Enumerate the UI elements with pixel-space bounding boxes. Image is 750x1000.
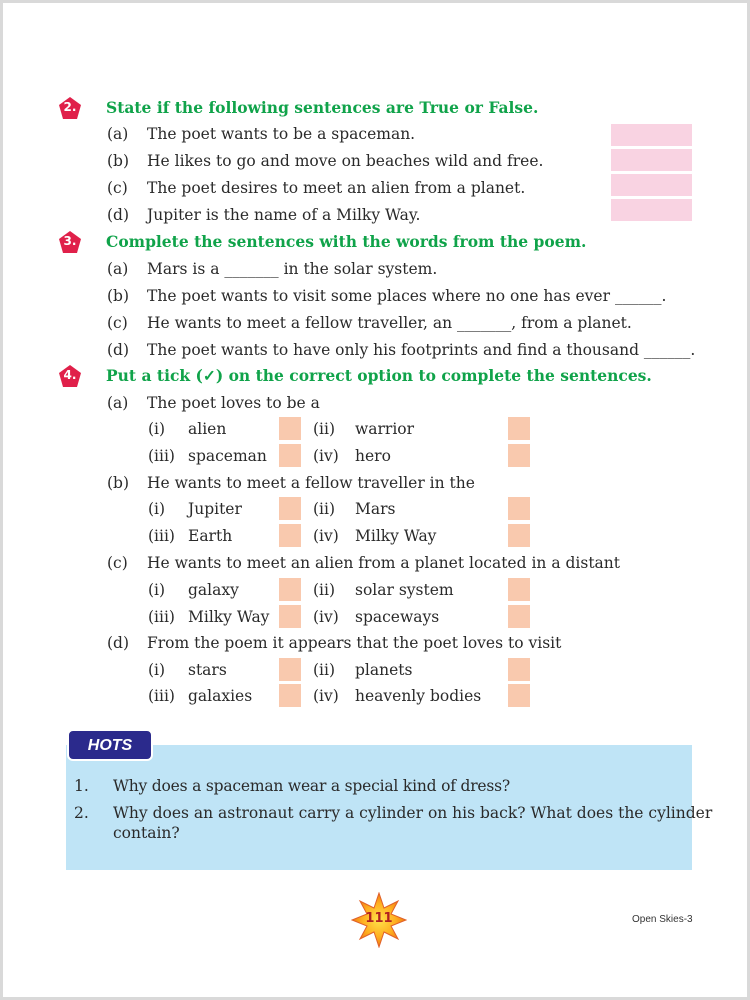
option-text: Milky Way: [188, 608, 270, 626]
tick-box[interactable]: [279, 417, 301, 440]
question-2-badge: [58, 96, 82, 120]
item-text: He likes to go and move on beaches wild and free.: [147, 152, 544, 170]
fill-in-sentence: He wants to meet a fellow traveller, an _______, from a planet.: [147, 314, 632, 332]
book-title: Open Skies-3: [632, 914, 693, 925]
option-text: Jupiter: [188, 500, 242, 518]
option-number: (i): [148, 661, 166, 679]
hots-question-text: Why does an astronaut carry a cylinder on his back? What does the cylinder: [113, 804, 713, 822]
true-false-answer-box[interactable]: [611, 124, 692, 146]
question-4-heading: Put a tick (✓) on the correct option to complete the sentences.: [106, 366, 652, 385]
option-number: (iv): [313, 608, 339, 626]
question-number: 2.: [63, 100, 77, 114]
tick-box[interactable]: [508, 658, 530, 681]
part-stem: From the poem it appears that the poet loves to visit: [147, 634, 562, 652]
fill-in-sentence: The poet wants to visit some places where no one has ever ______.: [147, 287, 667, 305]
hots-question-number: 1.: [74, 777, 89, 795]
tick-box[interactable]: [508, 605, 530, 628]
option-number: (i): [148, 581, 166, 599]
part-label: (d): [107, 634, 130, 652]
option-text: warrior: [355, 420, 415, 438]
option-text: Mars: [355, 500, 396, 518]
tick-box[interactable]: [279, 684, 301, 707]
tick-box[interactable]: [279, 444, 301, 467]
option-number: (iii): [148, 447, 175, 465]
true-false-answer-box[interactable]: [611, 149, 692, 171]
true-false-answer-box[interactable]: [611, 174, 692, 196]
page-number: 111: [365, 911, 393, 926]
item-text: The poet desires to meet an alien from a planet.: [147, 179, 526, 197]
tick-box[interactable]: [508, 684, 530, 707]
item-label: (a): [107, 125, 129, 143]
question-2-heading: State if the following sentences are True or False.: [106, 98, 539, 117]
item-label: (c): [107, 314, 128, 332]
tick-box[interactable]: [508, 578, 530, 601]
part-stem: He wants to meet a fellow traveller in the: [147, 474, 475, 492]
tick-box[interactable]: [279, 605, 301, 628]
fill-in-sentence: The poet wants to have only his footprints and find a thousand ______.: [147, 341, 696, 359]
option-text: Earth: [188, 527, 233, 545]
option-text: stars: [188, 661, 227, 679]
part-label: (a): [107, 394, 129, 412]
option-number: (ii): [313, 420, 336, 438]
option-number: (ii): [313, 581, 336, 599]
option-number: (iv): [313, 527, 339, 545]
option-text: spaceman: [188, 447, 267, 465]
tick-box[interactable]: [508, 524, 530, 547]
item-label: (d): [107, 206, 130, 224]
option-text: hero: [355, 447, 391, 465]
option-number: (ii): [313, 500, 336, 518]
option-number: (iii): [148, 527, 175, 545]
option-number: (i): [148, 420, 166, 438]
option-text: galaxies: [188, 687, 253, 705]
hots-question-number: 2.: [74, 804, 89, 822]
part-label: (c): [107, 554, 128, 572]
hots-question-text: contain?: [113, 824, 180, 842]
option-number: (iii): [148, 687, 175, 705]
hots-tab: [67, 729, 153, 761]
item-label: (c): [107, 179, 128, 197]
item-text: Jupiter is the name of a Milky Way.: [147, 206, 421, 224]
option-text: heavenly bodies: [355, 687, 482, 705]
option-number: (ii): [313, 661, 336, 679]
option-number: (i): [148, 500, 166, 518]
hots-question-text: Why does a spaceman wear a special kind of dress?: [113, 777, 510, 795]
tick-box[interactable]: [508, 497, 530, 520]
tick-box[interactable]: [279, 578, 301, 601]
tick-box[interactable]: [508, 417, 530, 440]
hots-title: HOTS: [87, 737, 133, 754]
item-text: The poet wants to be a spaceman.: [147, 125, 416, 143]
tick-box[interactable]: [508, 444, 530, 467]
tick-box[interactable]: [279, 658, 301, 681]
option-text: Milky Way: [355, 527, 437, 545]
option-number: (iii): [148, 608, 175, 626]
tick-box[interactable]: [279, 497, 301, 520]
item-label: (b): [107, 152, 130, 170]
option-text: spaceways: [355, 608, 440, 626]
option-text: alien: [188, 420, 227, 438]
question-3-heading: Complete the sentences with the words from the poem.: [106, 232, 587, 251]
item-label: (b): [107, 287, 130, 305]
part-stem: The poet loves to be a: [147, 394, 320, 412]
item-label: (d): [107, 341, 130, 359]
option-text: planets: [355, 661, 413, 679]
question-number: 3.: [63, 234, 77, 248]
option-text: solar system: [355, 581, 454, 599]
part-stem: He wants to meet an alien from a planet located in a distant: [147, 554, 621, 572]
question-number: 4.: [63, 368, 77, 382]
question-3-badge: [58, 230, 82, 254]
part-label: (b): [107, 474, 130, 492]
tick-box[interactable]: [279, 524, 301, 547]
option-text: galaxy: [188, 581, 239, 599]
fill-in-sentence: Mars is a _______ in the solar system.: [147, 260, 438, 278]
true-false-answer-box[interactable]: [611, 199, 692, 221]
item-label: (a): [107, 260, 129, 278]
option-number: (iv): [313, 687, 339, 705]
question-4-badge: [58, 364, 82, 388]
option-number: (iv): [313, 447, 339, 465]
workbook-page: [3, 3, 747, 997]
